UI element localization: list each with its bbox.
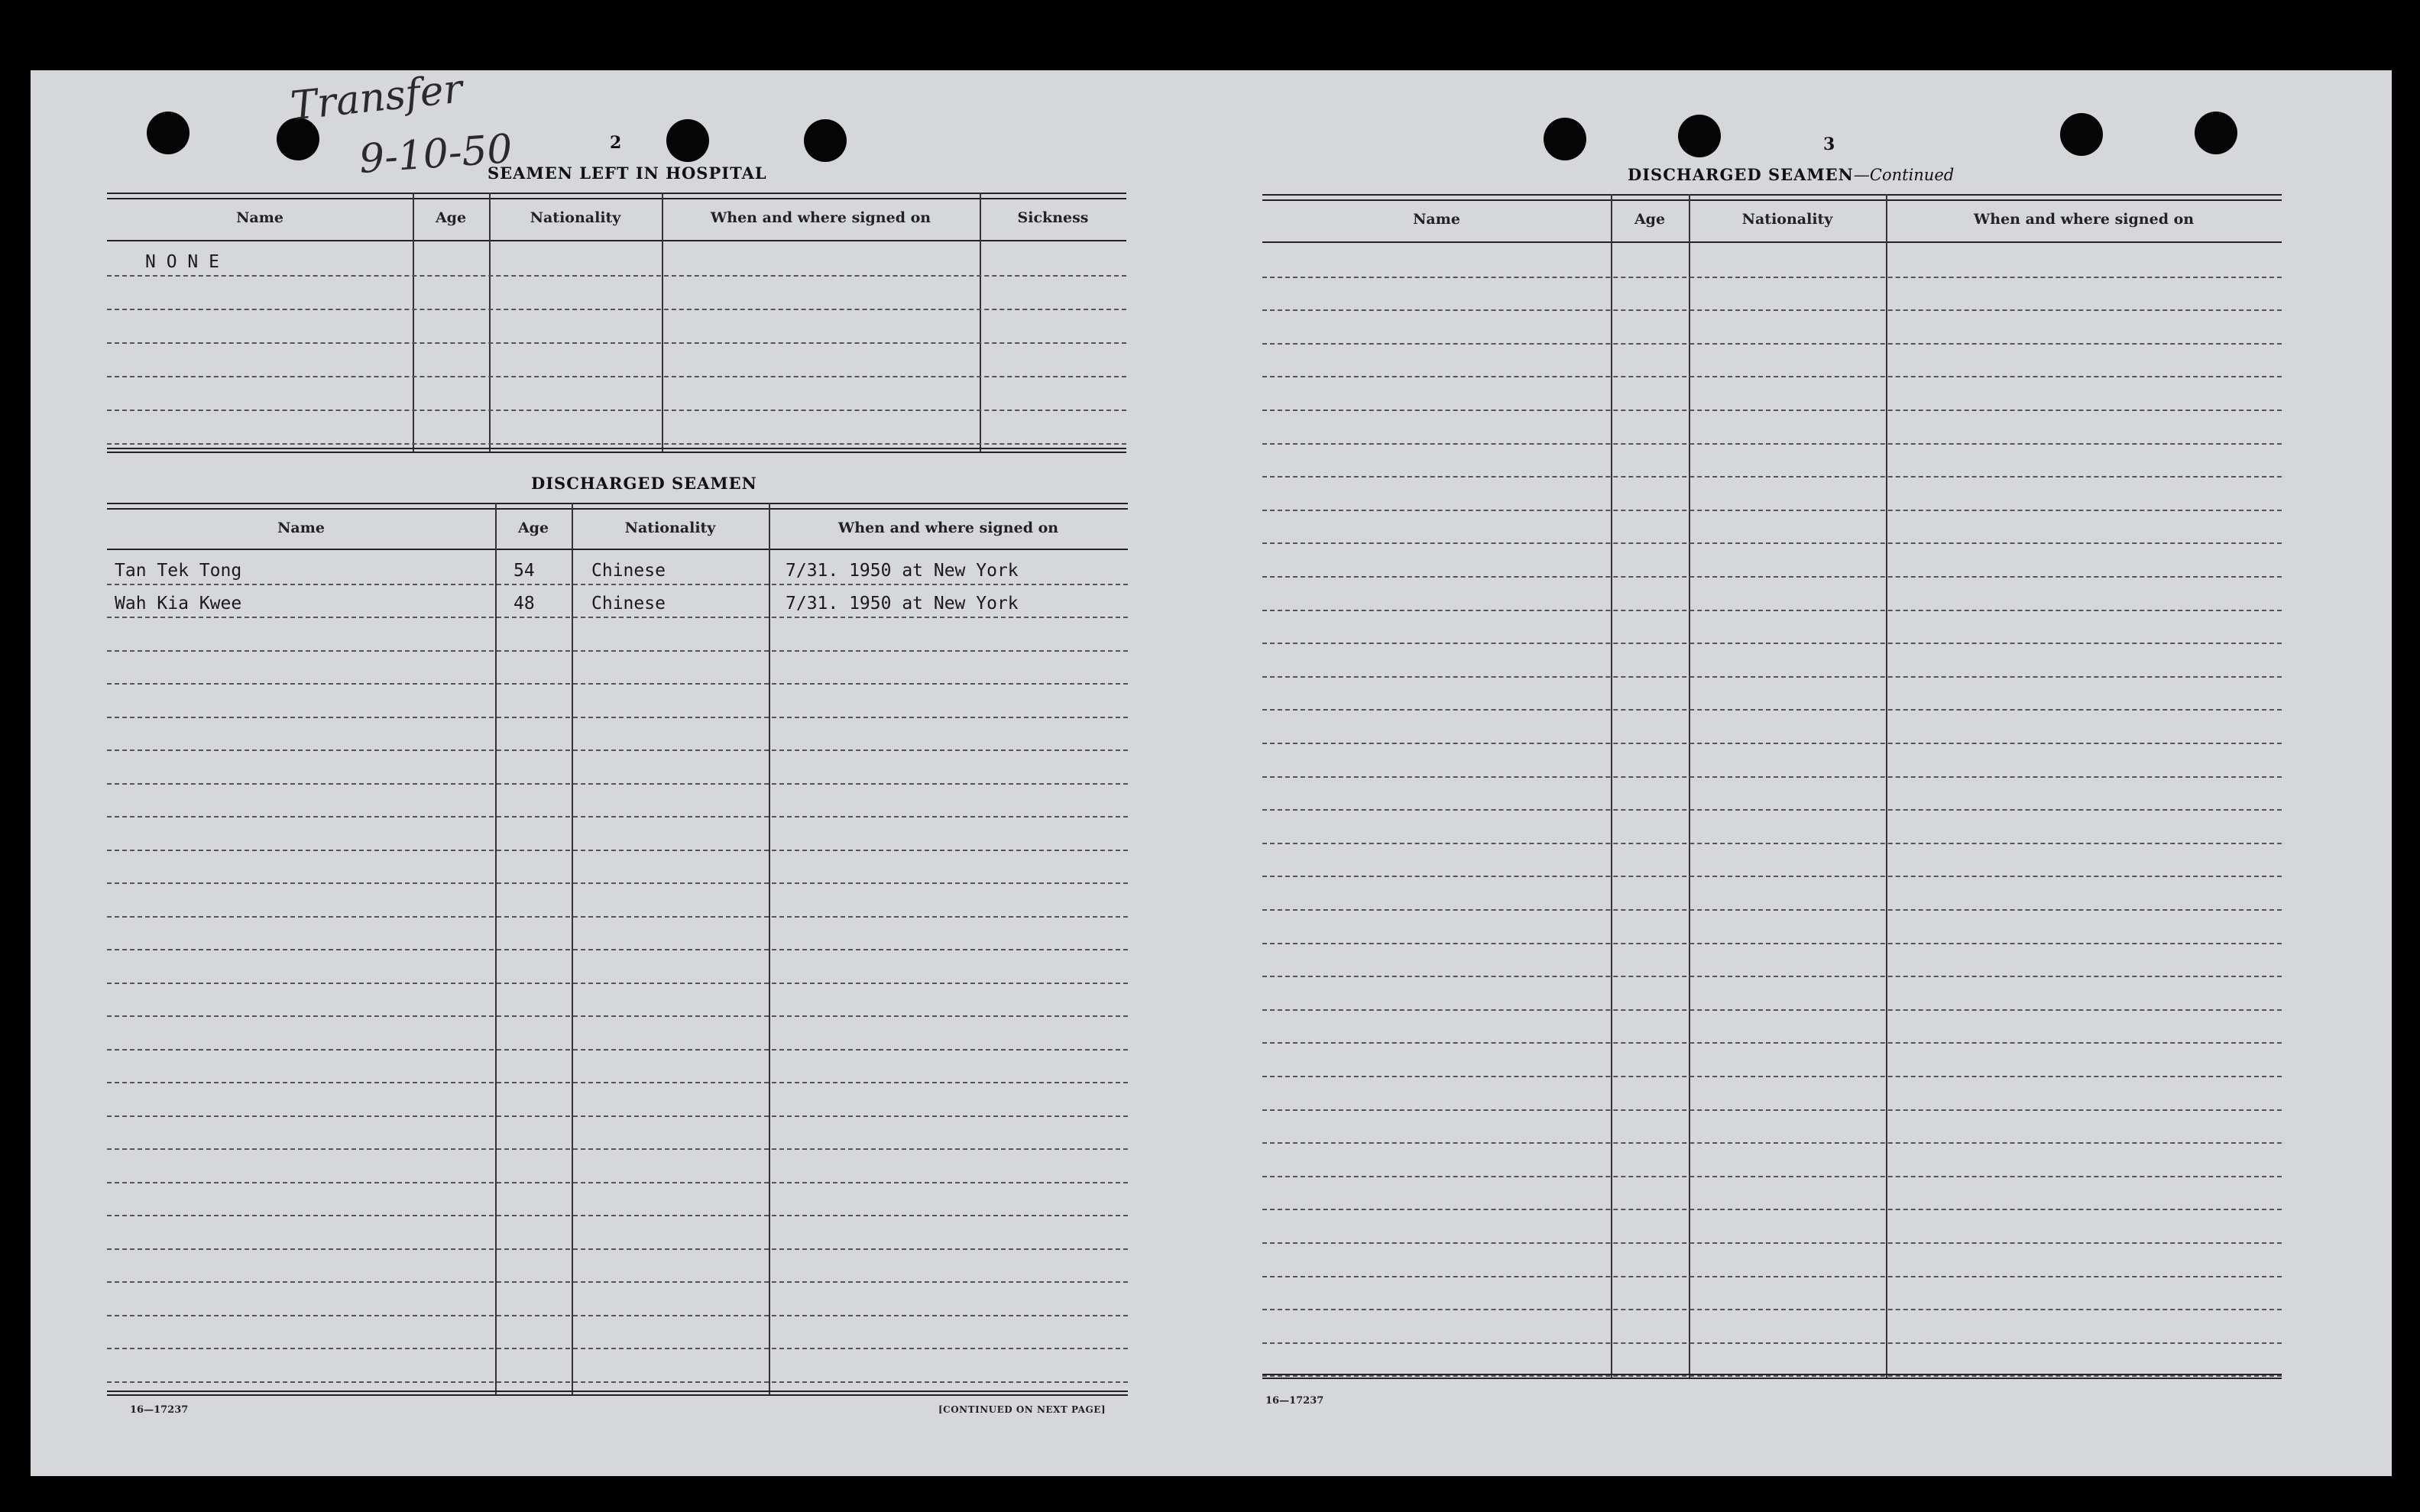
column-header: When and where signed on xyxy=(1973,211,2195,228)
table-row xyxy=(107,717,1128,752)
table-row xyxy=(1262,843,2282,878)
table-row xyxy=(1262,1276,2282,1311)
column-header: Sickness xyxy=(1017,209,1089,226)
handwritten-note-line2: 9-10-50 xyxy=(358,126,514,183)
table-row xyxy=(1262,1209,2282,1244)
table-row xyxy=(1262,610,2282,645)
table-bottom-rule xyxy=(1262,1378,2282,1379)
table-row xyxy=(1262,376,2282,411)
page-number: 3 xyxy=(1823,134,1835,154)
table-top-rule xyxy=(107,508,1128,510)
table-header xyxy=(107,510,1128,549)
table-row xyxy=(1262,1009,2282,1044)
table-row xyxy=(107,1082,1128,1117)
table-row xyxy=(1262,1309,2282,1344)
table-top-rule xyxy=(1262,194,2282,196)
table-row xyxy=(107,1281,1128,1316)
table-row xyxy=(1262,309,2282,345)
table-cell: 48 xyxy=(513,594,535,614)
table-row xyxy=(107,882,1128,918)
punch-hole xyxy=(2195,112,2237,154)
hospital-table xyxy=(107,193,1126,452)
discharged-continued-table xyxy=(1262,194,2282,1378)
discharged-table xyxy=(107,503,1128,1395)
table-row xyxy=(107,376,1126,411)
table-row xyxy=(1262,943,2282,978)
table-row xyxy=(1262,909,2282,944)
column-header: Age xyxy=(1634,211,1666,228)
table-row xyxy=(1262,1176,2282,1211)
page-number: 2 xyxy=(610,133,622,153)
column-header: Nationality xyxy=(530,209,621,226)
table-row xyxy=(107,309,1126,344)
table-row xyxy=(107,1015,1128,1051)
table-bottom-rule xyxy=(107,1391,1128,1392)
table-header xyxy=(1262,202,2282,241)
table-row xyxy=(107,850,1128,885)
table-row xyxy=(1262,643,2282,678)
table-row xyxy=(1262,410,2282,445)
continued-note: [CONTINUED ON NEXT PAGE] xyxy=(938,1404,1106,1415)
form-code: 16—17237 xyxy=(1265,1395,1324,1407)
table-row xyxy=(1262,1142,2282,1177)
table-row xyxy=(107,1148,1128,1183)
table-top-rule xyxy=(107,503,1128,504)
table-header xyxy=(107,200,1126,240)
punch-hole xyxy=(2060,113,2103,156)
table-row xyxy=(107,342,1126,377)
table-row xyxy=(1262,809,2282,844)
table-bottom-rule xyxy=(107,452,1126,453)
table-row xyxy=(1262,676,2282,711)
table-row xyxy=(107,241,1126,277)
table-row xyxy=(107,1348,1128,1383)
column-header: When and where signed on xyxy=(710,209,931,226)
table-row xyxy=(1262,576,2282,611)
discharged-continued-title xyxy=(1628,165,1954,184)
handwritten-note-line1: Transfer xyxy=(288,66,465,130)
table-row xyxy=(107,783,1128,818)
table-cell: 54 xyxy=(513,560,535,581)
table-top-rule xyxy=(107,198,1126,199)
column-header: When and where signed on xyxy=(837,520,1059,536)
table-cell: Wah Kia Kwee xyxy=(115,594,242,614)
hospital-section-title: SEAMEN LEFT IN HOSPITAL xyxy=(488,164,767,183)
table-bottom-rule xyxy=(1262,1374,2282,1375)
table-row xyxy=(107,750,1128,785)
column-header: Age xyxy=(517,520,549,536)
table-row xyxy=(107,1248,1128,1284)
discharged-continued-title-main: DISCHARGED SEAMEN xyxy=(1628,165,1854,184)
table-row xyxy=(1262,243,2282,278)
table-row xyxy=(1262,976,2282,1011)
table-row xyxy=(1262,776,2282,811)
table-row xyxy=(1262,1076,2282,1111)
form-code: 16—17237 xyxy=(130,1404,189,1416)
table-row xyxy=(107,650,1128,685)
table-row xyxy=(1262,1109,2282,1145)
column-header: Name xyxy=(1413,211,1460,228)
table-cell: 7/31. 1950 at New York xyxy=(786,560,1019,581)
table-row xyxy=(107,584,1128,619)
table-row xyxy=(107,1182,1128,1217)
scanned-document xyxy=(31,66,2392,1476)
punch-hole xyxy=(804,119,847,162)
table-row xyxy=(107,1049,1128,1084)
table-row xyxy=(1262,1042,2282,1077)
table-row xyxy=(107,683,1128,718)
table-row xyxy=(107,617,1128,652)
table-top-rule xyxy=(107,193,1126,194)
punch-hole xyxy=(1678,115,1721,157)
table-bottom-rule xyxy=(107,448,1126,449)
table-row xyxy=(107,983,1128,1018)
table-row xyxy=(107,550,1128,585)
table-row xyxy=(107,1215,1128,1250)
table-cell: N O N E xyxy=(145,252,219,272)
table-row xyxy=(1262,277,2282,312)
table-row xyxy=(107,275,1126,310)
table-row xyxy=(1262,443,2282,478)
column-header: Age xyxy=(435,209,467,226)
table-row xyxy=(107,1315,1128,1350)
punch-hole xyxy=(147,112,190,154)
table-cell: Chinese xyxy=(591,594,666,614)
table-row xyxy=(1262,476,2282,511)
column-header: Nationality xyxy=(624,520,716,536)
punch-hole xyxy=(1544,118,1586,160)
table-bottom-rule xyxy=(107,1394,1128,1396)
table-row xyxy=(107,816,1128,851)
table-row xyxy=(1262,510,2282,545)
table-cell: 7/31. 1950 at New York xyxy=(786,594,1019,614)
table-row xyxy=(1262,1242,2282,1277)
table-row xyxy=(1262,343,2282,378)
table-top-rule xyxy=(1262,199,2282,201)
discharged-section-title: DISCHARGED SEAMEN xyxy=(531,474,757,493)
table-row xyxy=(107,410,1126,445)
table-row xyxy=(1262,709,2282,744)
table-row xyxy=(107,916,1128,951)
left-page xyxy=(31,66,1200,1476)
table-cell: Chinese xyxy=(591,560,666,581)
table-row xyxy=(1262,743,2282,778)
column-header: Name xyxy=(277,520,325,536)
column-header: Name xyxy=(236,209,283,226)
table-row xyxy=(107,949,1128,984)
table-row xyxy=(1262,1342,2282,1378)
column-header: Nationality xyxy=(1741,211,1833,228)
table-cell: Tan Tek Tong xyxy=(115,560,242,581)
table-row xyxy=(1262,876,2282,911)
table-row xyxy=(1262,542,2282,578)
table-row xyxy=(107,1115,1128,1151)
discharged-continued-suffix: —Continued xyxy=(1853,166,1955,184)
right-page xyxy=(1223,70,2392,1476)
